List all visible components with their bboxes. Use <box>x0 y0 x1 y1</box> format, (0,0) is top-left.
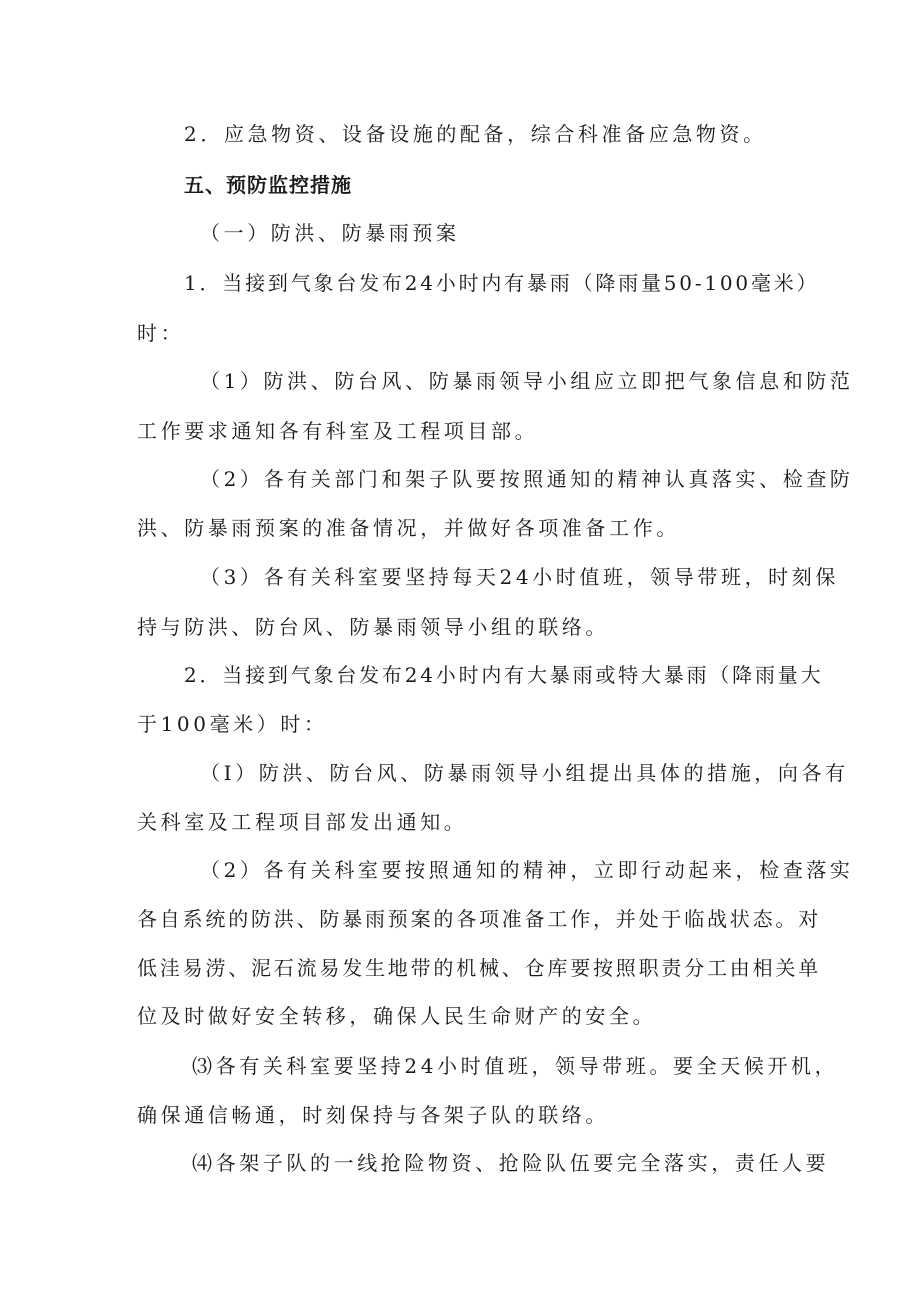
text-line: 位及时做好安全转移，确保人民生命财产的安全。 <box>137 1004 657 1028</box>
text-line: ⑷各架子队的一线抢险物资、抢险队伍要完全落实，责任人要 <box>192 1151 830 1175</box>
text-line: （I）防洪、防台风、防暴雨领导小组提出具体的措施，向各有 <box>200 761 849 785</box>
text-line: （2）各有关科室要按照通知的精神，立即行动起来，检查落实 <box>200 858 854 882</box>
text-line: 持与防洪、防台风、防暴雨领导小组的联络。 <box>137 615 609 639</box>
text-line: 时： <box>137 321 185 345</box>
text-line: （1）防洪、防台风、防暴雨领导小组应立即把气象信息和防范 <box>200 369 854 393</box>
text-line: 1．当接到气象台发布24小时内有暴雨（降雨量50-100毫米） <box>184 271 820 295</box>
text-line: 洪、防暴雨预案的准备情况，并做好各项准备工作。 <box>137 516 680 540</box>
text-line: 关科室及工程项目部发出通知。 <box>137 810 468 834</box>
text-line: 于100毫米）时： <box>137 712 328 736</box>
text-line: 2．应急物资、设备设施的配备，综合科准备应急物资。 <box>184 122 767 146</box>
text-line: 2．当接到气象台发布24小时内有大暴雨或特大暴雨（降雨量大 <box>184 663 824 687</box>
text-line: 各自系统的防洪、防暴雨预案的各项准备工作，并处于临战状态。对 <box>137 907 821 931</box>
text-line: 工作要求通知各有科室及工程项目部。 <box>137 419 539 443</box>
text-line: （3）各有关科室要坚持每天24小时值班，领导带班，时刻保 <box>200 565 839 589</box>
text-line: 低洼易涝、泥石流易发生地带的机械、仓库要按照职责分工由相关单 <box>137 956 821 980</box>
text-line: （2）各有关部门和架子队要按照通知的精神认真落实、检查防 <box>200 467 854 491</box>
text-line: ⑶各有关科室要坚持24小时值班，领导带班。要全天候开机， <box>192 1054 839 1078</box>
text-line: 确保通信畅通，时刻保持与各架子队的联络。 <box>137 1103 609 1127</box>
section-heading: 五、预防监控措施 <box>184 173 352 197</box>
subsection-heading: （一）防洪、防暴雨预案 <box>200 221 460 245</box>
